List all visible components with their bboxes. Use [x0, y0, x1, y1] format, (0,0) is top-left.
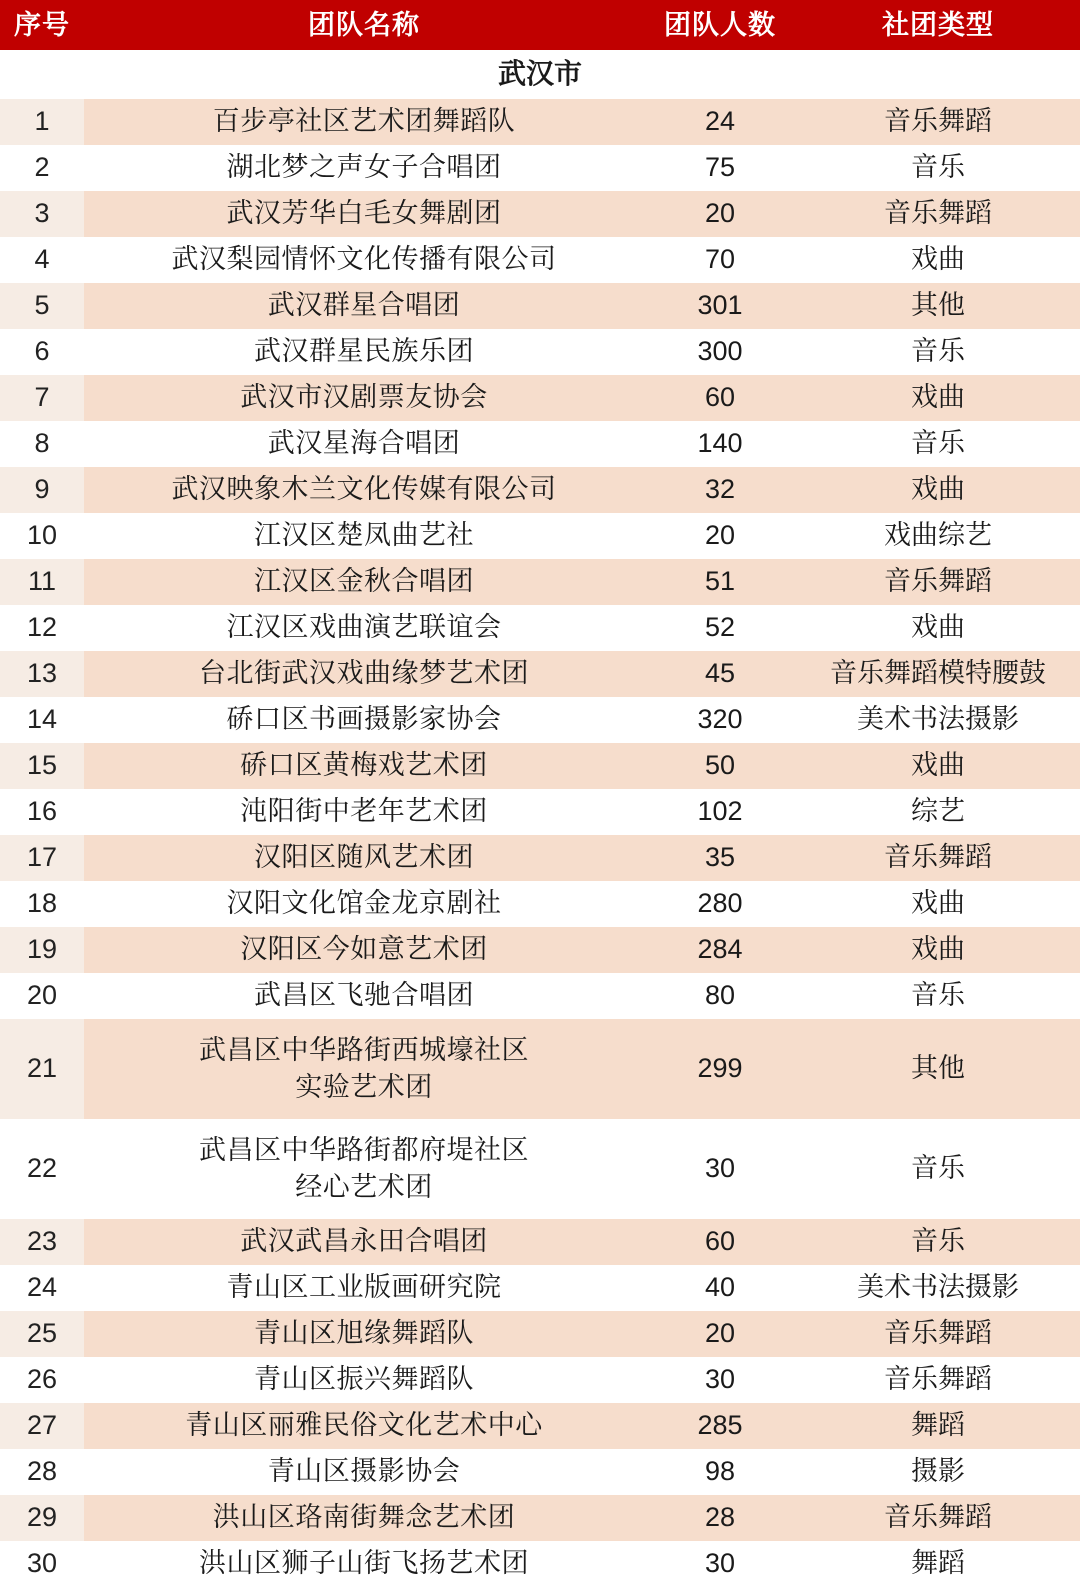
table-row — [0, 421, 1080, 467]
cell-index: 28 — [0, 1449, 84, 1495]
header-count: 团队人数 — [644, 0, 796, 50]
cell-team-name-line2: 实验艺术团 — [295, 1072, 433, 1102]
cell-index: 11 — [0, 559, 84, 605]
cell-member-count: 20 — [644, 513, 796, 559]
cell-member-count: 80 — [644, 973, 796, 1019]
cell-index: 27 — [0, 1403, 84, 1449]
cell-group-type: 音乐舞蹈 — [796, 1357, 1080, 1403]
cell-index: 12 — [0, 605, 84, 651]
cell-member-count: 51 — [644, 559, 796, 605]
cell-group-type: 摄影 — [796, 1449, 1080, 1495]
cell-index: 25 — [0, 1311, 84, 1357]
cell-member-count: 20 — [644, 1311, 796, 1357]
cell-team-name-line2: 经心艺术团 — [295, 1172, 433, 1202]
table-row — [0, 191, 1080, 237]
cell-member-count: 40 — [644, 1265, 796, 1311]
cell-team-name: 青山区工业版画研究院 — [84, 1265, 644, 1311]
table-row — [0, 1449, 1080, 1495]
cell-group-type: 音乐舞蹈 — [796, 1311, 1080, 1357]
cell-member-count: 24 — [644, 99, 796, 145]
cell-member-count: 75 — [644, 145, 796, 191]
cell-index: 30 — [0, 1541, 84, 1587]
cell-group-type: 美术书法摄影 — [796, 697, 1080, 743]
cell-team-name: 台北街武汉戏曲缘梦艺术团 — [84, 651, 644, 697]
cell-team-name: 青山区丽雅民俗文化艺术中心 — [84, 1403, 644, 1449]
table-row — [0, 1019, 1080, 1119]
cell-index: 19 — [0, 927, 84, 973]
cell-member-count: 60 — [644, 1219, 796, 1265]
cell-group-type: 音乐舞蹈 — [796, 99, 1080, 145]
cell-index: 8 — [0, 421, 84, 467]
cell-team-name: 武汉市汉剧票友协会 — [84, 375, 644, 421]
cell-member-count: 285 — [644, 1403, 796, 1449]
cell-group-type: 戏曲 — [796, 375, 1080, 421]
cell-member-count: 280 — [644, 881, 796, 927]
table-row — [0, 329, 1080, 375]
cell-group-type: 戏曲 — [796, 467, 1080, 513]
cell-index: 29 — [0, 1495, 84, 1541]
cell-member-count: 35 — [644, 835, 796, 881]
cell-team-name: 江汉区金秋合唱团 — [84, 559, 644, 605]
cell-index: 13 — [0, 651, 84, 697]
cell-group-type: 戏曲 — [796, 927, 1080, 973]
cell-group-type: 音乐 — [796, 145, 1080, 191]
table-row — [0, 145, 1080, 191]
table-row — [0, 697, 1080, 743]
cell-group-type: 音乐舞蹈 — [796, 835, 1080, 881]
table-row — [0, 467, 1080, 513]
table-header — [0, 0, 1080, 50]
cell-member-count: 140 — [644, 421, 796, 467]
cell-index: 15 — [0, 743, 84, 789]
cell-group-type: 其他 — [796, 283, 1080, 329]
header-type: 社团类型 — [796, 0, 1080, 50]
cell-group-type: 戏曲 — [796, 743, 1080, 789]
table-row — [0, 559, 1080, 605]
cell-team-name: 武汉映象木兰文化传媒有限公司 — [84, 467, 644, 513]
cell-team-name: 汉阳区今如意艺术团 — [84, 927, 644, 973]
table-row — [0, 1495, 1080, 1541]
cell-member-count: 98 — [644, 1449, 796, 1495]
cell-member-count: 30 — [644, 1357, 796, 1403]
cell-team-name — [84, 1019, 644, 1119]
cell-member-count: 20 — [644, 191, 796, 237]
table-row — [0, 605, 1080, 651]
cell-member-count: 60 — [644, 375, 796, 421]
cell-group-type: 戏曲 — [796, 237, 1080, 283]
cell-team-name: 洪山区珞南街舞念艺术团 — [84, 1495, 644, 1541]
cell-group-type: 舞蹈 — [796, 1403, 1080, 1449]
cell-member-count: 301 — [644, 283, 796, 329]
cell-member-count: 28 — [644, 1495, 796, 1541]
table-body — [0, 50, 1080, 1587]
cell-index: 7 — [0, 375, 84, 421]
cell-group-type: 音乐 — [796, 973, 1080, 1019]
cell-team-name: 武汉梨园情怀文化传播有限公司 — [84, 237, 644, 283]
cell-group-type: 美术书法摄影 — [796, 1265, 1080, 1311]
cell-team-name: 武汉群星合唱团 — [84, 283, 644, 329]
table-row — [0, 1311, 1080, 1357]
table-row — [0, 1119, 1080, 1219]
table-row — [0, 99, 1080, 145]
cell-member-count: 70 — [644, 237, 796, 283]
cell-index: 17 — [0, 835, 84, 881]
cell-index: 6 — [0, 329, 84, 375]
cell-member-count: 30 — [644, 1541, 796, 1587]
cell-index: 24 — [0, 1265, 84, 1311]
table-row — [0, 1541, 1080, 1587]
cell-group-type: 音乐舞蹈 — [796, 1495, 1080, 1541]
cell-team-name: 青山区旭缘舞蹈队 — [84, 1311, 644, 1357]
cell-index: 5 — [0, 283, 84, 329]
cell-index: 2 — [0, 145, 84, 191]
section-title-row — [0, 50, 1080, 99]
cell-member-count: 52 — [644, 605, 796, 651]
cell-group-type: 音乐 — [796, 421, 1080, 467]
cell-team-name: 沌阳街中老年艺术团 — [84, 789, 644, 835]
table-row — [0, 237, 1080, 283]
cell-team-name: 硚口区书画摄影家协会 — [84, 697, 644, 743]
cell-index: 20 — [0, 973, 84, 1019]
cell-index: 23 — [0, 1219, 84, 1265]
cell-index: 9 — [0, 467, 84, 513]
cell-index: 14 — [0, 697, 84, 743]
cell-team-name: 洪山区狮子山街飞扬艺术团 — [84, 1541, 644, 1587]
cell-member-count: 50 — [644, 743, 796, 789]
header-index: 序号 — [0, 0, 84, 50]
table-row — [0, 881, 1080, 927]
table-row — [0, 743, 1080, 789]
cell-member-count: 320 — [644, 697, 796, 743]
table-row — [0, 375, 1080, 421]
cell-team-name: 青山区摄影协会 — [84, 1449, 644, 1495]
cell-index: 22 — [0, 1119, 84, 1219]
cell-index: 16 — [0, 789, 84, 835]
cell-group-type: 戏曲 — [796, 881, 1080, 927]
table-row — [0, 835, 1080, 881]
cell-group-type: 综艺 — [796, 789, 1080, 835]
cell-group-type: 戏曲 — [796, 605, 1080, 651]
section-title: 武汉市 — [0, 50, 1080, 99]
cell-index: 26 — [0, 1357, 84, 1403]
cell-index: 4 — [0, 237, 84, 283]
table-row — [0, 651, 1080, 697]
cell-team-name: 武汉武昌永田合唱团 — [84, 1219, 644, 1265]
cell-team-name: 武昌区飞驰合唱团 — [84, 973, 644, 1019]
cell-index: 3 — [0, 191, 84, 237]
cell-team-name-line1: 武昌区中华路街西城壕社区 — [199, 1034, 529, 1065]
cell-team-name: 青山区振兴舞蹈队 — [84, 1357, 644, 1403]
cell-group-type: 舞蹈 — [796, 1541, 1080, 1587]
cell-member-count: 299 — [644, 1019, 796, 1119]
cell-member-count: 300 — [644, 329, 796, 375]
cell-group-type: 音乐舞蹈 — [796, 559, 1080, 605]
table-row — [0, 513, 1080, 559]
table-row — [0, 973, 1080, 1019]
cell-group-type: 戏曲综艺 — [796, 513, 1080, 559]
cell-team-name: 汉阳区随风艺术团 — [84, 835, 644, 881]
cell-member-count: 45 — [644, 651, 796, 697]
cell-team-name: 江汉区楚凤曲艺社 — [84, 513, 644, 559]
table-row — [0, 1219, 1080, 1265]
cell-group-type: 音乐 — [796, 329, 1080, 375]
cell-group-type: 音乐舞蹈模特腰鼓 — [796, 651, 1080, 697]
cell-team-name: 江汉区戏曲演艺联谊会 — [84, 605, 644, 651]
cell-team-name: 武汉星海合唱团 — [84, 421, 644, 467]
table-row — [0, 1357, 1080, 1403]
cell-team-name: 百步亭社区艺术团舞蹈队 — [84, 99, 644, 145]
cell-index: 21 — [0, 1019, 84, 1119]
cell-team-name-line1: 武昌区中华路街都府堤社区 — [199, 1134, 529, 1165]
table-row — [0, 789, 1080, 835]
table-row — [0, 1403, 1080, 1449]
cell-group-type: 音乐舞蹈 — [796, 191, 1080, 237]
table-row — [0, 927, 1080, 973]
table-row — [0, 283, 1080, 329]
cell-team-name: 汉阳文化馆金龙京剧社 — [84, 881, 644, 927]
header-row — [0, 0, 1080, 50]
cell-team-name: 硚口区黄梅戏艺术团 — [84, 743, 644, 789]
cell-group-type: 其他 — [796, 1019, 1080, 1119]
cell-member-count: 102 — [644, 789, 796, 835]
cell-member-count: 30 — [644, 1119, 796, 1219]
cell-index: 10 — [0, 513, 84, 559]
header-name: 团队名称 — [84, 0, 644, 50]
cell-group-type: 音乐 — [796, 1119, 1080, 1219]
cell-team-name: 武汉群星民族乐团 — [84, 329, 644, 375]
cell-index: 18 — [0, 881, 84, 927]
cell-index: 1 — [0, 99, 84, 145]
cell-group-type: 音乐 — [796, 1219, 1080, 1265]
cell-member-count: 284 — [644, 927, 796, 973]
cell-member-count: 32 — [644, 467, 796, 513]
table-row — [0, 1265, 1080, 1311]
cell-team-name: 湖北梦之声女子合唱团 — [84, 145, 644, 191]
cell-team-name: 武汉芳华白毛女舞剧团 — [84, 191, 644, 237]
cell-team-name — [84, 1119, 644, 1219]
